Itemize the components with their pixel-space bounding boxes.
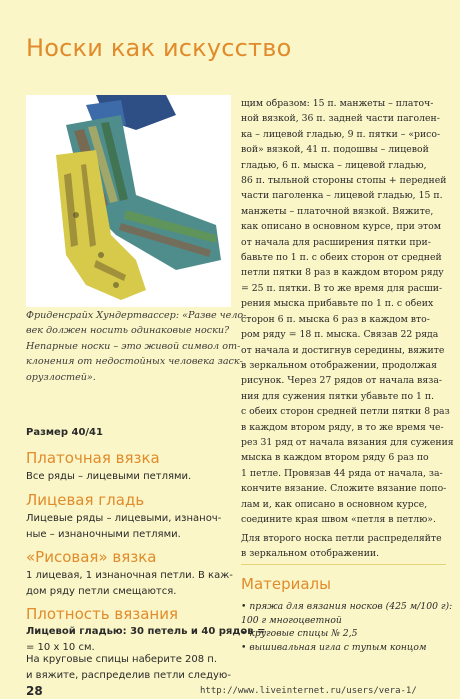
materials-item: • круговые спицы № 2,5 <box>241 628 358 639</box>
text-line: ной вязкой, 36 п. задней части паголен- <box>241 113 440 125</box>
heading-platochnaya: Платочная вязка <box>26 449 160 467</box>
text-line: в зеркальном отображении. <box>241 548 380 560</box>
second-sock-note <box>241 531 446 562</box>
text-line: от начала для расширения пятки при- <box>241 236 431 248</box>
size-label: Размер 40/41 <box>26 427 103 438</box>
heading-licevaya: Лицевая гладь <box>26 491 145 509</box>
text-line: мыска в каждом втором ряду 6 раз по <box>241 452 429 464</box>
socks-illustration <box>26 95 231 307</box>
caption-line: век должен носить одинаковые носки? <box>26 325 230 337</box>
heading-risovaya: «Рисовая» вязка <box>26 548 157 566</box>
text-line: бавьте по 1 п. с обеих сторон от средней <box>241 252 442 264</box>
text-line: и вяжите, распределив петли следую- <box>26 669 231 681</box>
text-plotnost <box>26 624 266 655</box>
text-line: ния для сужения пятки убавьте по 1 п. <box>241 390 435 402</box>
text-line: щим образом: 15 п. манжеты – платоч- <box>241 98 434 109</box>
text-line: На круговые спицы наберите 208 п. <box>26 654 218 665</box>
text-line: петли пятки 8 раз в каждом втором ряду <box>241 267 444 279</box>
text-intro <box>26 652 231 683</box>
materials-item: • вышивальная игла с тупым концом <box>241 641 427 653</box>
text-risovaya <box>26 568 233 599</box>
text-line: манжеты – платочной вязкой. Вяжите, <box>241 205 434 217</box>
right-column-text <box>241 96 454 527</box>
materials-item: • пряжа для вязания носков (425 м/100 г): <box>241 601 453 612</box>
text-line: Все ряды – лицевыми петлями. <box>26 471 192 482</box>
text-platochnaya <box>26 469 191 485</box>
heading-plotnost: Плотность вязания <box>26 605 178 623</box>
text-line: в каждом втором ряду, в то же время че- <box>241 421 444 433</box>
caption-line: клонения от недостойных человека заск- <box>26 356 243 368</box>
page-number: 28 <box>26 684 43 698</box>
text-line: кончите вязание. Сложите вязание попо- <box>241 483 447 495</box>
materials-list <box>241 600 456 654</box>
text-line: соедините края швом «петля в петлю». <box>241 513 436 525</box>
socks-photo <box>26 95 231 307</box>
text-line: части паголенка – лицевой гладью, 15 п. <box>241 190 443 202</box>
photo-caption <box>26 308 247 385</box>
text-licevaya <box>26 511 221 542</box>
text-line: лам и, как описано в основном курсе, <box>241 498 428 510</box>
text-line: от начала и достигнув середины, вяжите <box>241 344 445 356</box>
text-line: 1 лицевая, 1 изнаночная петли. В каж- <box>26 570 233 581</box>
text-line: гладью, 6 п. мыска – лицевой гладью, <box>241 159 427 171</box>
text-line: ром ряду = 18 п. мыска. Связав 22 ряда <box>241 329 439 341</box>
text-line: рисунок. Через 27 рядов от начала вяза- <box>241 375 442 387</box>
text-line: = 10 x 10 см. <box>26 641 95 653</box>
text-line: Лицевой гладью: 30 петель и 40 рядов = <box>26 626 266 637</box>
materials-heading: Материалы <box>241 575 331 593</box>
text-line: Для второго носка петли распределяйте <box>241 533 442 544</box>
text-line: = 25 п. пятки. В то же время для расши- <box>241 282 443 294</box>
materials-item: 100 г многоцветной <box>241 614 342 626</box>
text-line: в зеркальном отображении, продолжая <box>241 359 437 371</box>
section-divider <box>241 564 446 565</box>
text-line: сторон 6 п. мыска 6 раз в каждом вто- <box>241 313 430 325</box>
text-line: ные – изнаночными петлями. <box>26 528 181 540</box>
text-line: Лицевые ряды – лицевыми, изнаноч- <box>26 513 222 524</box>
text-line: с обеих сторон средней петли пятки 8 раз <box>241 406 450 418</box>
text-line: вой» вязкой, 41 п. подошвы – лицевой <box>241 144 429 156</box>
text-line: рения мыска прибавьте по 1 п. с обеих <box>241 298 434 310</box>
text-line: как описано в основном курсе, при этом <box>241 221 441 233</box>
text-line: 1 петле. Провязав 44 ряда от начала, за- <box>241 467 443 479</box>
page-title: Носки как искусство <box>26 34 292 62</box>
text-line: рез 31 ряд от начала вязания для сужения <box>241 436 454 448</box>
text-line: 86 п. тыльной стороны стопы + передней <box>241 175 447 187</box>
caption-line: Непарные носки – это живой символ от- <box>26 340 241 352</box>
text-line: дом ряду петли смещаются. <box>26 585 177 597</box>
source-url[interactable]: http://www.liveinternet.ru/users/vera-1/ <box>200 686 417 696</box>
caption-line: орузлостей». <box>26 371 96 383</box>
text-line: ка – лицевой гладью, 9 п. пятки – «рисо- <box>241 128 441 140</box>
caption-line: Фриденсрайх Хундертвассер: «Разве чело- <box>26 310 247 321</box>
